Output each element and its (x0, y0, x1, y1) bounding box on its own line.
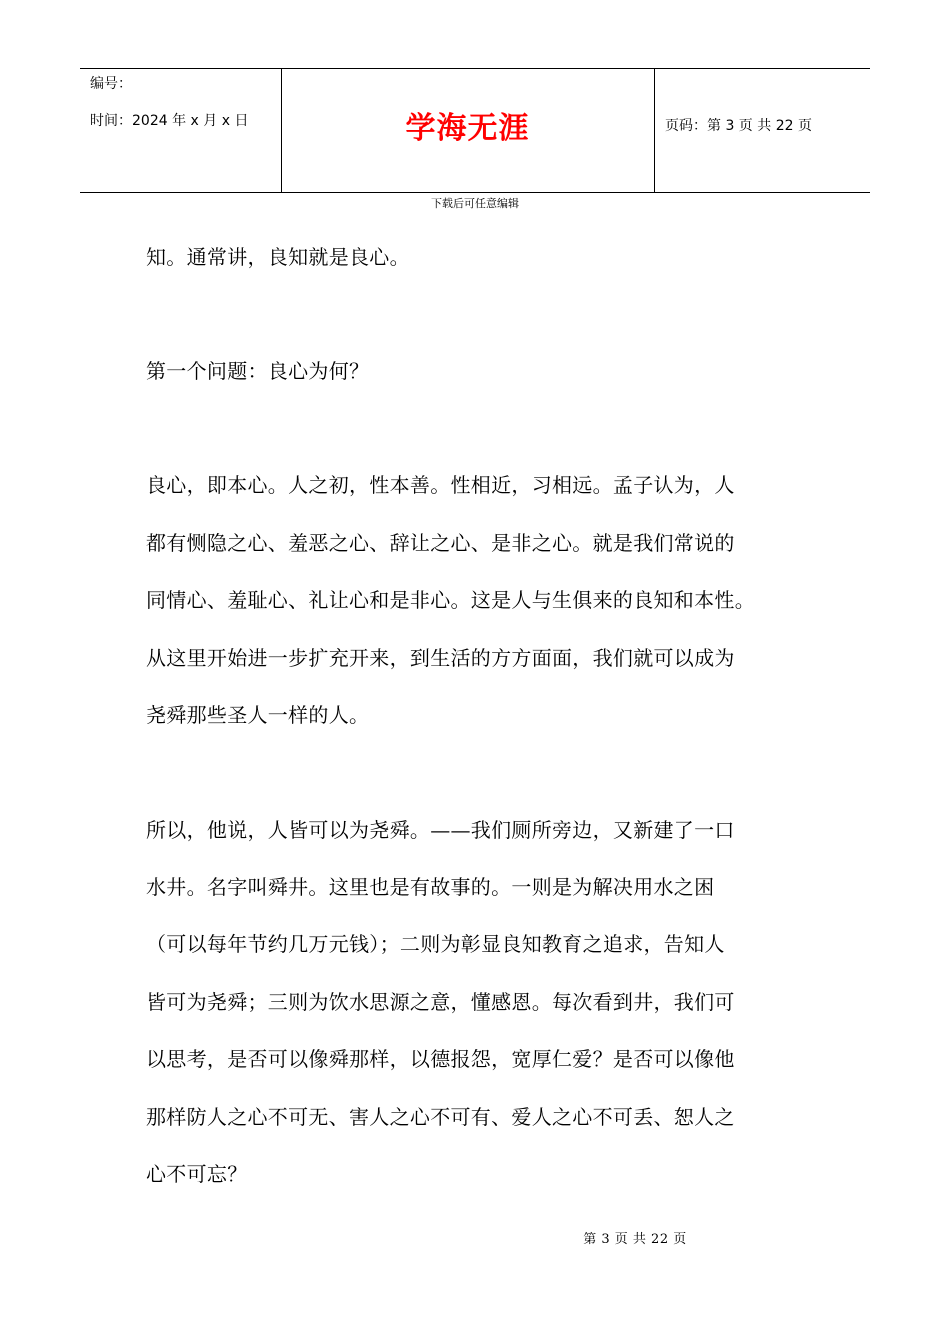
body-line: 水井。名字叫舜井。这里也是有故事的。一则是为解决用水之困 (146, 875, 715, 899)
body-line: 皆可为尧舜；三则为饮水思源之意，懂感恩。每次看到井，我们可 (146, 990, 735, 1014)
brand-title: 学海无涯 (405, 111, 530, 146)
header-divider-right (654, 69, 655, 192)
body-line: 所以，他说，人皆可以为尧舜。——我们厕所旁边，又新建了一口 (146, 818, 735, 842)
body-line: （可以每年节约几万元钱）；二则为彰显良知教育之追求，告知人 (146, 932, 725, 956)
header-table (80, 68, 870, 193)
section-heading: 第一个问题：良心为何？ (146, 359, 370, 383)
body-line: 良心，即本心。人之初，性本善。性相近，习相远。孟子认为，人 (146, 473, 735, 497)
serial-number-label: 编号： (90, 76, 132, 92)
date-label: 时间：2024 年 x 月 x 日 (90, 113, 249, 129)
page-indicator: 页码：第 3 页 共 22 页 (665, 118, 812, 134)
body-line: 那样防人之心不可无、害人之心不可有、爱人之心不可丢、恕人之 (146, 1105, 735, 1129)
edit-note: 下载后可任意编辑 (431, 197, 519, 210)
body-line: 以思考，是否可以像舜那样，以德报怨，宽厚仁爱？是否可以像他 (146, 1047, 735, 1071)
body-line: 从这里开始进一步扩充开来，到生活的方方面面，我们就可以成为 (146, 646, 735, 670)
body-line: 都有恻隐之心、羞恶之心、辞让之心、是非之心。就是我们常说的 (146, 531, 735, 555)
body-line: 知。通常讲，良知就是良心。 (146, 245, 410, 269)
body-line: 尧舜那些圣人一样的人。 (146, 703, 370, 727)
body-line: 同情心、羞耻心、礼让心和是非心。这是人与生俱来的良知和本性。 (146, 588, 755, 612)
footer-page-number: 第 3 页 共 22 页 (583, 1232, 687, 1247)
body-line: 心不可忘？ (146, 1162, 248, 1186)
